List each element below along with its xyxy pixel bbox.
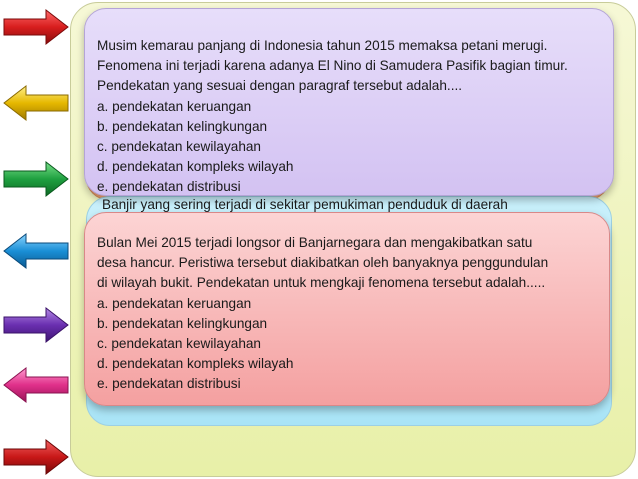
arrow-right-purple[interactable] [2, 306, 70, 344]
arrow-right-darkred[interactable] [2, 438, 70, 476]
question-2-option-b[interactable]: b. pendekatan kelingkungan [97, 315, 268, 331]
question-1-line: Musim kemarau panjang di Indonesia tahun 2015 memaksa petani merugi. [97, 38, 548, 53]
arrow-left-yellow[interactable] [2, 84, 70, 122]
arrow-left-blue[interactable] [2, 232, 70, 270]
question-1-option-e[interactable]: e. pendekatan distribusi [97, 179, 241, 195]
question-2-line: di wilayah bukit. Pendekatan untuk mengkaji fenomena tersebut adalah..... [97, 275, 546, 291]
question-1-option-d[interactable]: d. pendekatan kompleks wilayah [97, 159, 294, 175]
arrow-left-pink[interactable] [2, 366, 70, 404]
question-card-2[interactable] [84, 212, 610, 406]
question-1-option-c[interactable]: c. pendekatan kewilayahan [97, 139, 261, 155]
question-1-option-a[interactable]: a. pendekatan keruangan [97, 98, 252, 114]
question-2-option-e[interactable]: e. pendekatan distribusi [97, 376, 241, 392]
arrow-right-green[interactable] [2, 160, 70, 198]
question-1-option-b[interactable]: b. pendekatan kelingkungan [97, 118, 268, 134]
question-2-option-c[interactable]: c. pendekatan kewilayahan [97, 336, 261, 352]
question-1-line: Pendekatan yang sesuai dengan paragraf tersebut adalah.... [97, 78, 463, 94]
question-2-line: Bulan Mei 2015 terjadi longsor di Banjarnegara dan mengakibatkan satu [97, 235, 533, 250]
question-2-option-a[interactable]: a. pendekatan keruangan [97, 295, 252, 311]
question-1-line: Fenomena ini terjadi karena adanya El Nino di Samudera Pasifik bagian timur. [97, 58, 568, 74]
question-2-line: desa hancur. Peristiwa tersebut diakibatkan oleh banyaknya penggundulan [97, 255, 549, 271]
question-card-1[interactable] [84, 8, 614, 196]
question-2-option-d[interactable]: d. pendekatan kompleks wilayah [97, 356, 294, 372]
hidden-question-text: Banjir yang sering terjadi di sekitar pemukiman penduduk di daerah [102, 197, 508, 212]
arrow-right-red[interactable] [2, 8, 70, 46]
